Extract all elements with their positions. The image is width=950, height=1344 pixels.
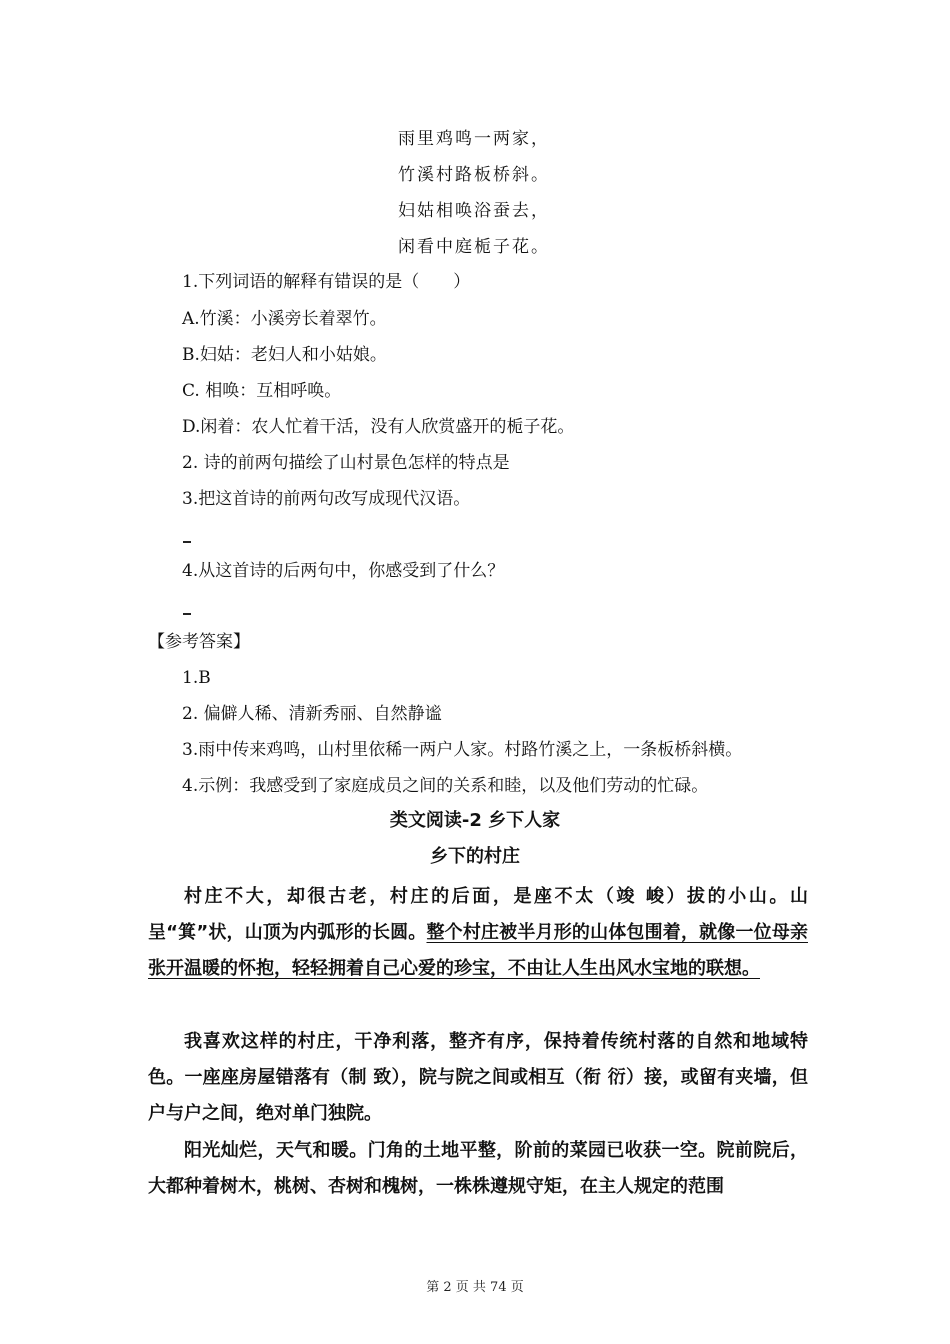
underlined-sentence: 整个村庄被半月形的山体包围着，就像一位母亲张开温暖的怀抱，轻轻拥着自己心爱的珍宝，不由让人生出风水宝地的联想。: [148, 922, 808, 979]
answer-1: 1.B: [182, 668, 211, 688]
answer-3: 3.雨中传来鸡鸣，山村里依稀一两户人家。村路竹溪之上，一条板桥斜横。: [182, 740, 743, 760]
answer-2: 2. 偏僻人稀、清新秀丽、自然静谧: [182, 704, 442, 724]
option-d: D.闲着：农人忙着干活，没有人欣赏盛开的栀子花。: [182, 417, 575, 437]
option-c: C. 相唤：互相呼唤。: [182, 381, 342, 401]
poem-line: 竹溪村路板桥斜。: [398, 165, 550, 185]
article-title: 乡下的村庄: [430, 846, 520, 867]
question-2: 2. 诗的前两句描绘了山村景色怎样的特点是: [182, 453, 510, 473]
paragraph-text: 村庄不大，却很古老，村庄的后面，是座不太（竣 峻）拔的小山。山呈“箕”状，山顶为内弧形的长圆。: [148, 886, 808, 943]
option-a: A.竹溪：小溪旁长着翠竹。: [182, 309, 387, 329]
answer-blank: [183, 541, 191, 543]
question-1: 1.下列词语的解释有错误的是（ ）: [182, 272, 471, 292]
poem-line: 闲看中庭栀子花。: [398, 237, 550, 257]
question-3: 3.把这首诗的前两句改写成现代汉语。: [182, 489, 471, 509]
article-paragraph-3: 阳光灿烂，天气和暖。门角的土地平整，阶前的菜园已收获一空。院前院后，大都种着树木，桃树、杏树和槐树，一株株遵规守矩，在主人规定的范围: [148, 1140, 808, 1197]
answer-heading: 【参考答案】: [148, 632, 250, 652]
answer-blank: [183, 613, 191, 615]
option-b: B.妇姑：老妇人和小姑娘。: [182, 345, 387, 365]
answer-4: 4.示例：我感受到了家庭成员之间的关系和睦，以及他们劳动的忙碌。: [182, 776, 709, 796]
poem-line: 妇姑相唤浴蚕去，: [398, 201, 550, 221]
question-4: 4.从这首诗的后两句中，你感受到了什么？: [182, 561, 505, 581]
article-paragraph-2: 我喜欢这样的村庄，干净利落，整齐有序，保持着传统村落的自然和地域特色。一座座房屋错落有（制 致），院与院之间或相互（衔 衍）接，或留有夹墙，但户与户之间，绝对单门独院。: [148, 1031, 808, 1124]
section-title: 类文阅读-2 乡下人家: [389, 810, 561, 831]
poem-line: 雨里鸡鸣一两家，: [398, 129, 550, 149]
page-footer: 第 2 页 共 74 页: [426, 1280, 524, 1295]
article-paragraph-1: [148, 879, 808, 987]
